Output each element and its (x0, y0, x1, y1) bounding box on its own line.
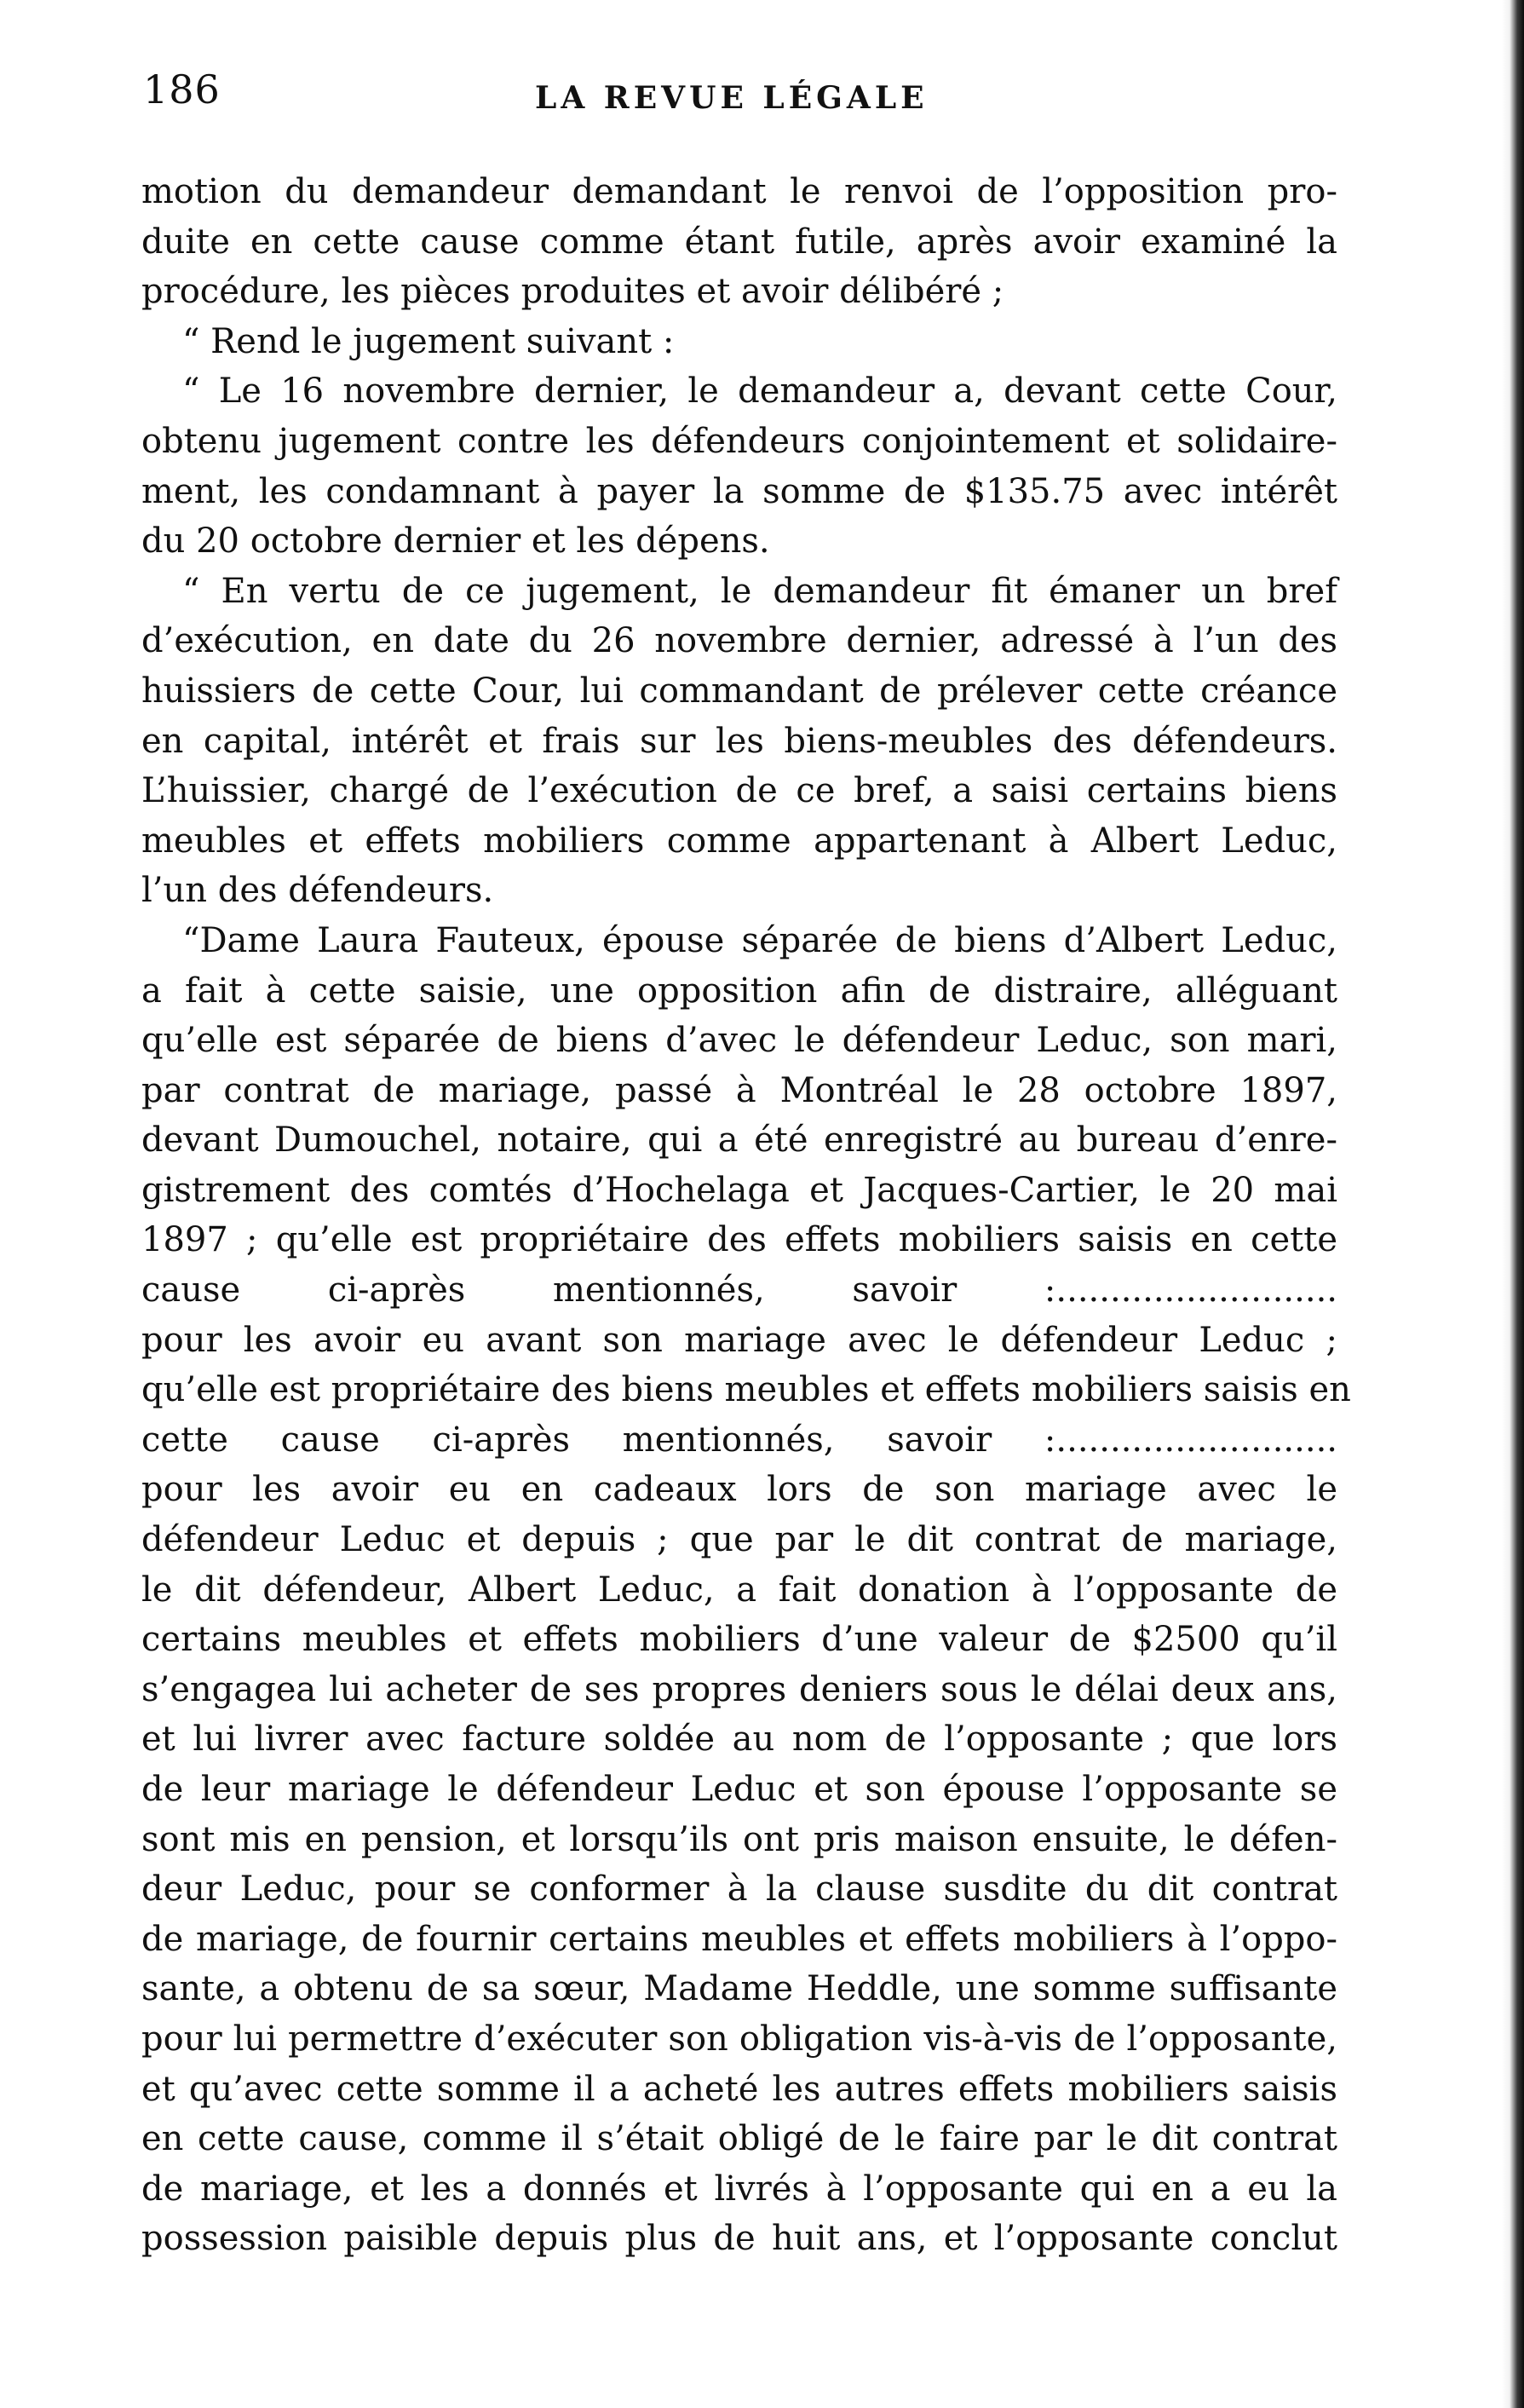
paragraph (141, 317, 1337, 367)
text-line: “ Rend le jugement suivant : (182, 321, 675, 361)
text-line: 1897 ; qu’elle est propriétaire des effets mobiliers saisis en cette (141, 1220, 1337, 1260)
text-line: d’exécution, en date du 26 novembre dernier, adressé à l’un des (141, 621, 1337, 661)
text-line: “ En vertu de ce jugement, le demandeur fit émaner un bref (182, 571, 1337, 611)
text-line: en cette cause, comme il s’était obligé de le faire par le dit contrat (141, 2119, 1337, 2159)
scan-edge-shadow (1502, 0, 1524, 2408)
text-line: gistrement des comtés d’Hochelaga et Jacques-Cartier, le 20 mai (141, 1170, 1337, 1210)
text-line: motion du demandeur demandant le renvoi de l’opposition pro- (141, 172, 1337, 211)
text-line: et lui livrer avec facture soldée au nom de l’opposante ; que lors (141, 1720, 1337, 1760)
text-line: duite en cette cause comme étant futile, après avoir examiné la (141, 222, 1337, 262)
text-line: cette cause ci-après mentionnés, savoir :.......................... (141, 1420, 1337, 1460)
paragraph (141, 167, 1337, 317)
text-line: sante, a obtenu de sa sœur, Madame Heddle, une somme suffisante (141, 1969, 1337, 2009)
text-line: obtenu jugement contre les défendeurs conjointement et solidaire- (141, 421, 1337, 461)
text-line: l’un des défendeurs. (141, 871, 494, 911)
running-title: LA REVUE LÉGALE (535, 80, 929, 116)
page-number: 186 (143, 66, 221, 112)
text-line: pour les avoir eu en cadeaux lors de son mariage avec le (141, 1470, 1337, 1510)
paragraph (141, 366, 1337, 566)
text-line: de leur mariage le défendeur Leduc et son épouse l’opposante se (141, 1770, 1337, 1809)
text-line: “ Le 16 novembre dernier, le demandeur a, devant cette Cour, (182, 372, 1337, 412)
text-line: par contrat de mariage, passé à Montréal le 28 octobre 1897, (141, 1070, 1337, 1110)
text-line: de mariage, de fournir certains meubles et effets mobiliers à l’oppo- (141, 1919, 1337, 1959)
paragraph (141, 916, 1351, 2264)
text-line: possession paisible depuis plus de huit ans, et l’opposante conclut (141, 2219, 1337, 2259)
text-line: pour lui permettre d’exécuter son obligation vis-à-vis de l’opposante, (141, 2019, 1337, 2059)
text-line: le dit défendeur, Albert Leduc, a fait donation à l’opposante de (141, 1570, 1337, 1610)
text-line: certains meubles et effets mobiliers d’une valeur de $2500 qu’il (141, 1620, 1337, 1660)
text-line: qu’elle est séparée de biens d’avec le défendeur Leduc, son mari, (141, 1021, 1337, 1061)
text-line: cause ci-après mentionnés, savoir :.......................... (141, 1270, 1337, 1311)
text-line: et qu’avec cette somme il a acheté les autres effets mobiliers saisis (141, 2069, 1337, 2109)
text-line: défendeur Leduc et depuis ; que par le dit contrat de mariage, (141, 1520, 1337, 1560)
text-line: qu’elle est propriétaire des biens meubles et effets mobiliers saisis en (141, 1370, 1351, 1410)
text-line: sont mis en pension, et lorsqu’ils ont pris maison ensuite, le défen- (141, 1819, 1337, 1859)
text-line: en capital, intérêt et frais sur les biens-meubles des défendeurs. (141, 721, 1337, 761)
text-line: “Dame Laura Fauteux, épouse séparée de biens d’Albert Leduc, (182, 920, 1337, 960)
text-line: meubles et effets mobiliers comme appartenant à Albert Leduc, (141, 821, 1337, 861)
body-text (141, 167, 1351, 2264)
text-line: a fait à cette saisie, une opposition afin de distraire, alléguant (141, 971, 1337, 1011)
text-line: huissiers de cette Cour, lui commandant de prélever cette créance (141, 671, 1337, 711)
paragraph (141, 567, 1337, 916)
text-line: du 20 octobre dernier et les dépens. (141, 521, 770, 562)
text-line: deur Leduc, pour se conformer à la clause susdite du dit contrat (141, 1869, 1337, 1910)
text-line: procédure, les pièces produites et avoir délibéré ; (141, 272, 1004, 312)
text-line: L’huissier, chargé de l’exécution de ce bref, a saisi certains biens (141, 771, 1337, 811)
text-line: ment, les condamnant à payer la somme de $135.75 avec intérêt (141, 471, 1337, 511)
text-line: de mariage, et les a donnés et livrés à l’opposante qui en a eu la (141, 2169, 1337, 2209)
text-line: s’engagea lui acheter de ses propres deniers sous le délai deux ans, (141, 1669, 1337, 1709)
page-header (143, 66, 1336, 135)
text-line: devant Dumouchel, notaire, qui a été enregistré au bureau d’enre- (141, 1120, 1337, 1161)
text-line: pour les avoir eu avant son mariage avec le défendeur Leduc ; (141, 1320, 1337, 1360)
